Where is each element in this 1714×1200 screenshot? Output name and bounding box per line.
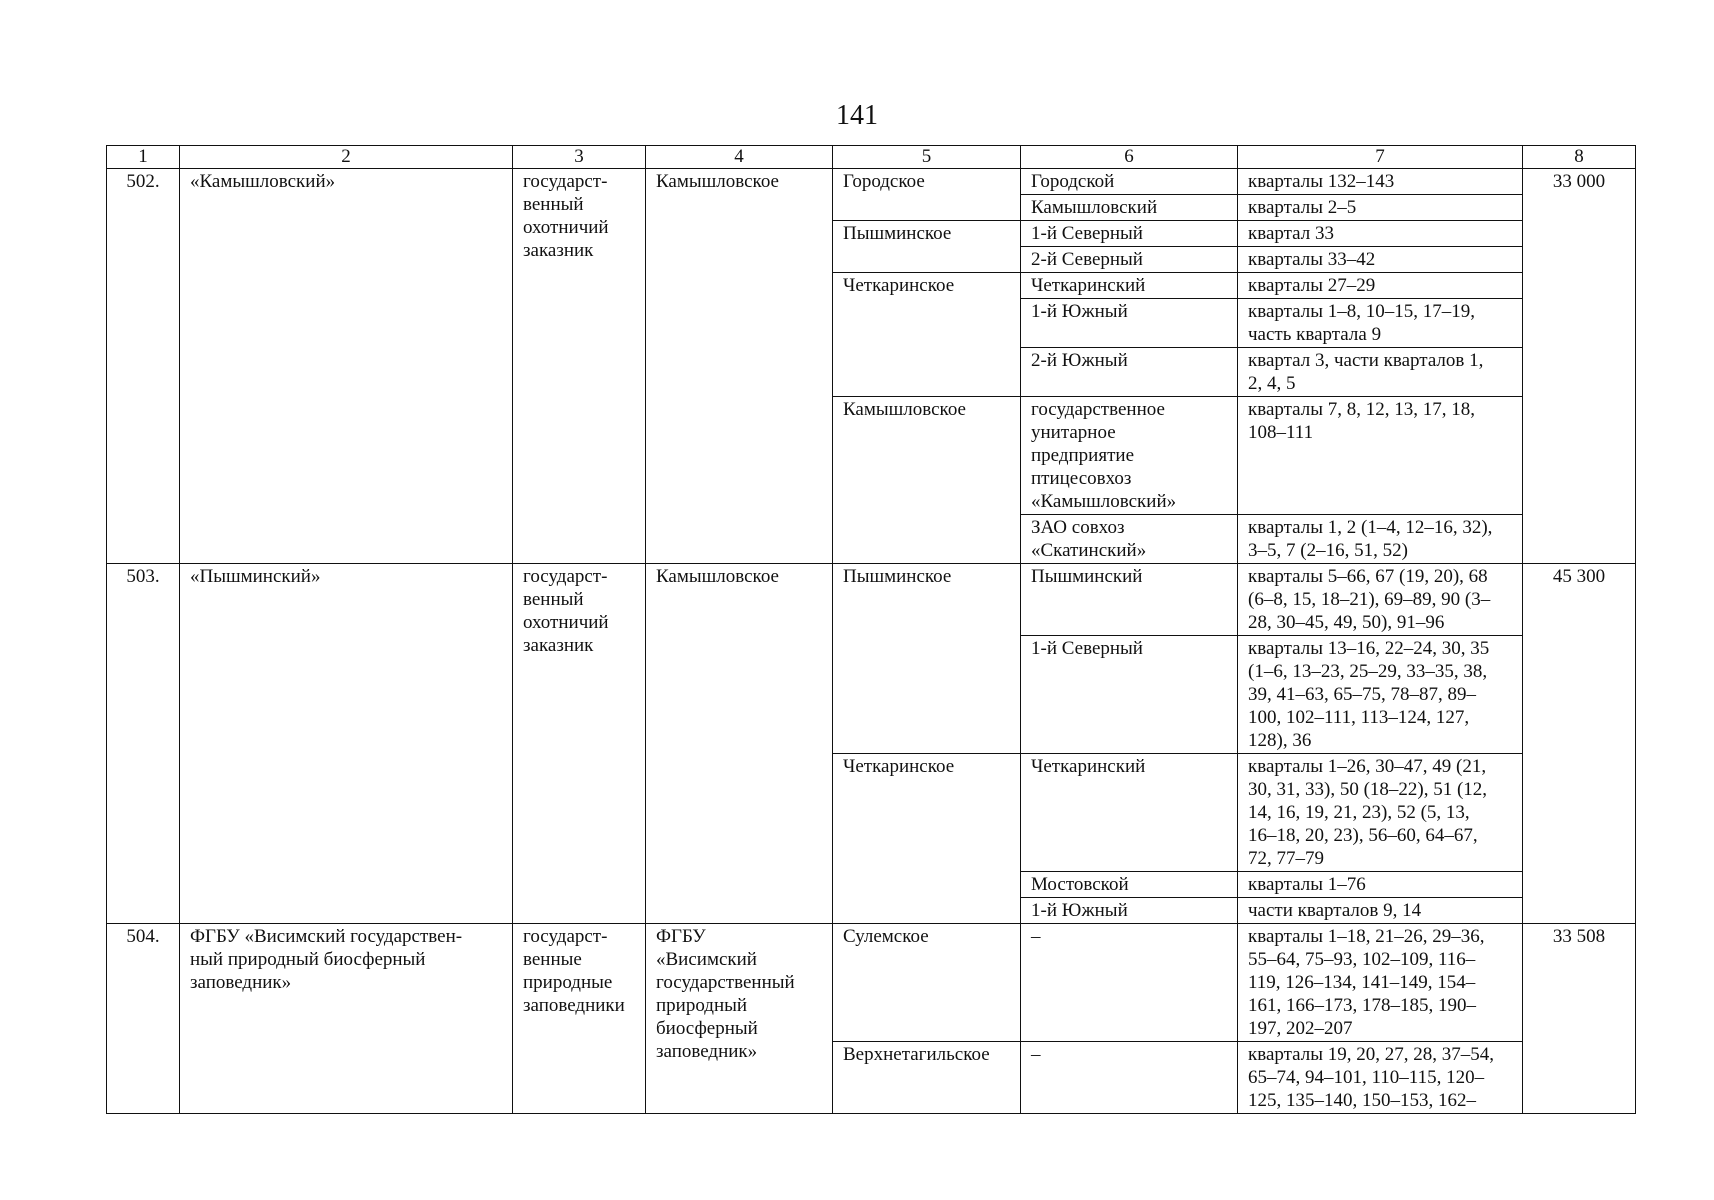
subdistrict: 2-й Южный (1021, 348, 1238, 397)
district-forestry: Камышловское (833, 397, 1021, 564)
reserve-type: государст- венный охотничий заказник (513, 169, 646, 564)
column-header: 3 (513, 146, 646, 169)
district-forestry: Четкаринское (833, 754, 1021, 924)
reserve-name: «Пышминский» (180, 564, 513, 924)
district-forestry: Пышминское (833, 221, 1021, 273)
table-row (107, 564, 1636, 636)
quarters: кварталы 33–42 (1238, 247, 1523, 273)
subdistrict: Пышминский (1021, 564, 1238, 636)
quarters: кварталы 132–143 (1238, 169, 1523, 195)
area-value: 33 508 (1523, 924, 1636, 1114)
subdistrict: 1-й Южный (1021, 898, 1238, 924)
quarters: части кварталов 9, 14 (1238, 898, 1523, 924)
forestry-name: Камышловское (646, 564, 833, 924)
subdistrict: – (1021, 924, 1238, 1042)
quarters: кварталы 1, 2 (1–4, 12–16, 32), 3–5, 7 (2–16, 51, 52) (1238, 515, 1523, 564)
subdistrict: Городской (1021, 169, 1238, 195)
column-header: 8 (1523, 146, 1636, 169)
quarters: кварталы 7, 8, 12, 13, 17, 18, 108–111 (1238, 397, 1523, 515)
district-forestry: Сулемское (833, 924, 1021, 1042)
area-value: 45 300 (1523, 564, 1636, 924)
quarters: квартал 3, части кварталов 1, 2, 4, 5 (1238, 348, 1523, 397)
subdistrict: Мостовской (1021, 872, 1238, 898)
column-header: 5 (833, 146, 1021, 169)
area-value: 33 000 (1523, 169, 1636, 564)
district-forestry: Городское (833, 169, 1021, 221)
subdistrict: 1-й Северный (1021, 636, 1238, 754)
quarters: кварталы 1–18, 21–26, 29–36, 55–64, 75–93, 102–109, 116– 119, 126–134, 141–149, 154– 161, 166–173, 178–185, 190– 197, 202–207 (1238, 924, 1523, 1042)
district-forestry: Пышминское (833, 564, 1021, 754)
entry-number: 502. (107, 169, 180, 564)
quarters: кварталы 1–76 (1238, 872, 1523, 898)
subdistrict: 1-й Южный (1021, 299, 1238, 348)
quarters: кварталы 1–8, 10–15, 17–19, часть квартала 9 (1238, 299, 1523, 348)
subdistrict: Четкаринский (1021, 754, 1238, 872)
column-header: 1 (107, 146, 180, 169)
subdistrict: ЗАО совхоз «Скатинский» (1021, 515, 1238, 564)
quarters: кварталы 13–16, 22–24, 30, 35 (1–6, 13–23, 25–29, 33–35, 38, 39, 41–63, 65–75, 78–87, 89– 100, 102–111, 113–124, 127, 128), 36 (1238, 636, 1523, 754)
entry-number: 503. (107, 564, 180, 924)
quarters: кварталы 19, 20, 27, 28, 37–54, 65–74, 94–101, 110–115, 120– 125, 135–140, 150–153, 162– (1238, 1042, 1523, 1114)
subdistrict: Четкаринский (1021, 273, 1238, 299)
reserve-name: ФГБУ «Висимский государствен- ный природный биосферный заповедник» (180, 924, 513, 1114)
column-number-row (107, 146, 1636, 169)
district-forestry: Верхнетагильское (833, 1042, 1021, 1114)
forestry-name: ФГБУ «Висимский государственный природный биосферный заповедник» (646, 924, 833, 1114)
quarters: кварталы 5–66, 67 (19, 20), 68 (6–8, 15, 18–21), 69–89, 90 (3– 28, 30–45, 49, 50), 91–96 (1238, 564, 1523, 636)
column-header: 7 (1238, 146, 1523, 169)
forestry-name: Камышловское (646, 169, 833, 564)
quarters: кварталы 2–5 (1238, 195, 1523, 221)
subdistrict: – (1021, 1042, 1238, 1114)
quarters: квартал 33 (1238, 221, 1523, 247)
reserve-name: «Камышловский» (180, 169, 513, 564)
table-row (107, 169, 1636, 195)
table-row (107, 924, 1636, 1042)
subdistrict: государственное унитарное предприятие птицесовхоз «Камышловский» (1021, 397, 1238, 515)
quarters: кварталы 27–29 (1238, 273, 1523, 299)
quarters: кварталы 1–26, 30–47, 49 (21, 30, 31, 33), 50 (18–22), 51 (12, 14, 16, 19, 21, 23), 52 (5, 13, 16–18, 20, 23), 56–60, 64–67, 72, 77–79 (1238, 754, 1523, 872)
reserve-type: государст- венные природные заповедники (513, 924, 646, 1114)
page-number: 141 (836, 100, 878, 131)
subdistrict: Камышловский (1021, 195, 1238, 221)
reserve-type: государст- венный охотничий заказник (513, 564, 646, 924)
column-header: 2 (180, 146, 513, 169)
subdistrict: 2-й Северный (1021, 247, 1238, 273)
column-header: 6 (1021, 146, 1238, 169)
entry-number: 504. (107, 924, 180, 1114)
column-header: 4 (646, 146, 833, 169)
district-forestry: Четкаринское (833, 273, 1021, 397)
reserves-table (106, 145, 1636, 1114)
subdistrict: 1-й Северный (1021, 221, 1238, 247)
